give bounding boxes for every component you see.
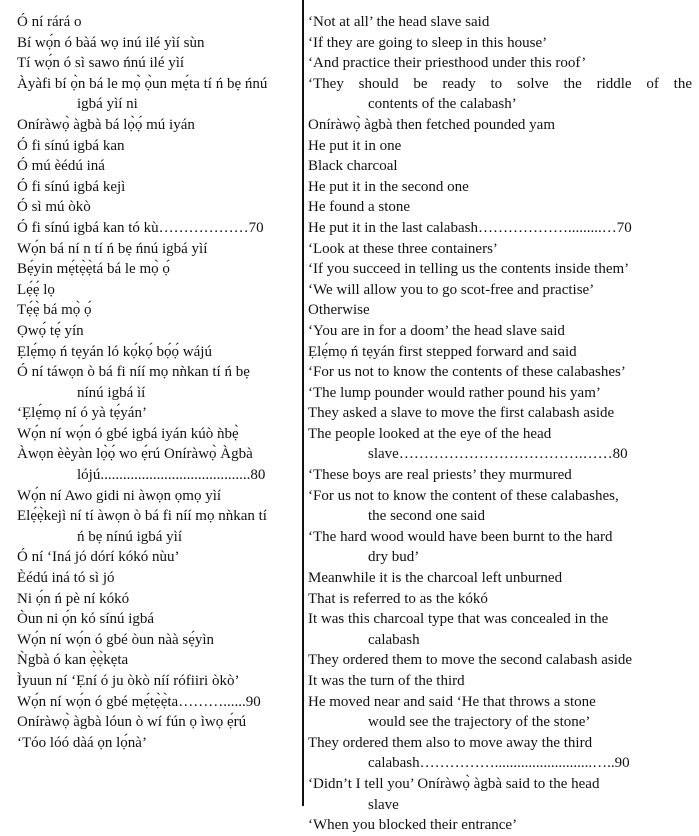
yoruba-verse-line: Ó ní rárá o <box>17 14 82 30</box>
english-verse-line: slave……………………………….……80 <box>368 446 628 463</box>
english-verse-line: calabash……………..........................…..90 <box>368 755 630 772</box>
yoruba-verse-line: Ó mú èédú iná <box>17 158 105 175</box>
yoruba-verse-line: Wọ́n bá ní n tí ń bẹ ńnú igbá yìí <box>17 240 208 257</box>
english-verse-line: He put it in the last calabash……………….........…70 <box>308 219 632 236</box>
english-verse-line: calabash <box>368 631 420 648</box>
english-verse-line: ‘And practice their priesthood under this roof’ <box>308 55 587 72</box>
english-verse-line: They asked a slave to move the first calabash aside <box>308 405 615 422</box>
yoruba-verse-line: Ó fi sínú igbá kan tó kù………………70 <box>17 219 264 236</box>
yoruba-verse-line: Àyàfi bí ọ̀n bá le mọ̀ ọ̀un mẹ́ta tí ń bẹ ńnú <box>17 75 268 92</box>
english-verse-line: Black charcoal <box>308 158 398 175</box>
yoruba-verse-line: Elẹ́ẹ̀kejì ní tí àwọn ò bá fi níí mọ nǹkan tí <box>17 508 267 525</box>
english-verse-line: ‘When you blocked their entrance’ <box>308 817 518 834</box>
column-divider <box>302 0 304 806</box>
english-verse-line: He moved near and said ‘He that throws a stone <box>308 693 596 710</box>
yoruba-verse-line: ń bẹ nínú igbá yìí <box>77 528 182 545</box>
english-verse-line: The people looked at the eye of the head <box>308 425 552 442</box>
english-verse-line: ‘For us not to know the content of these calabashes, <box>308 487 619 504</box>
english-verse-line: ‘These boys are real priests’ they murmured <box>308 467 572 484</box>
yoruba-verse-line: Tí wọ́n ó sì sawo ńnú ilé yìí <box>17 55 185 72</box>
yoruba-verse-line: Ìyuun ní ‘Ẹní ó ju òkò níí rófiiri òkò’ <box>17 673 240 689</box>
yoruba-verse-line: Ó fi sínú igbá kejì <box>17 178 126 195</box>
english-verse-line: contents of the calabash’ <box>368 96 517 113</box>
english-verse-line: the second one said <box>368 508 486 525</box>
yoruba-verse-line: Ǹgbà ó kan ẹ̀ẹ̀kẹta <box>17 652 129 669</box>
yoruba-verse-line: igbá yìí ni <box>77 96 138 113</box>
english-verse-line: That is referred to as the kókó <box>308 590 488 607</box>
english-verse-line: ‘The hard wood would have been burnt to the hard <box>308 528 613 545</box>
english-verse-line: ‘Not at all’ the head slave said <box>308 14 490 30</box>
english-verse-line: dry bud’ <box>368 549 420 566</box>
yoruba-verse-line: Wọ́n ní wọ́n ó gbé òun nàà sẹ́yìn <box>17 631 215 648</box>
yoruba-verse-line: ‘Tóo lóó dàá ọn lọ́nà’ <box>17 734 147 751</box>
english-verse-line: Otherwise <box>308 302 370 319</box>
yoruba-verse-line: Wọ́n ní wọ́n ó gbé igbá iyán kúò ǹbẹ̀ <box>17 425 239 442</box>
yoruba-verse-line: ‘Ẹlẹ́mọ ní ó yà tẹ́yán’ <box>17 405 147 422</box>
english-verse-line: They ordered them to move the second calabash aside <box>308 652 633 669</box>
yoruba-text-column <box>17 12 295 753</box>
english-verse-line: would see the trajectory of the stone’ <box>368 714 591 731</box>
yoruba-verse-line: lójú........................................80 <box>77 467 266 484</box>
english-verse-line: ‘Didn’t I tell you’ Oníràwọ̀ àgbà said to the head <box>308 775 600 792</box>
english-verse-line: slave <box>368 796 399 813</box>
yoruba-verse-line: Ọwọ́ tẹ́ yín <box>17 322 84 339</box>
english-verse-line: ‘Look at these three containers’ <box>308 240 498 257</box>
english-verse-line: They ordered them also to move away the third <box>308 734 593 751</box>
english-verse-line: It was this charcoal type that was concealed in the <box>308 611 609 628</box>
yoruba-verse-line: Àwọn èèyàn lọ̀ọ́ wo ẹ́rú Oníràwọ̀ Àgbà <box>17 446 253 463</box>
english-verse-line: ‘The lump pounder would rather pound his yam’ <box>308 384 601 401</box>
yoruba-verse-line: Ó fi sínú igbá kan <box>17 137 125 154</box>
yoruba-verse-line: Èédú iná tó sì jó <box>17 570 115 587</box>
yoruba-verse-line: Ó ní táwọn ò bá fi níí mọ nǹkan tí ń bẹ <box>17 364 250 381</box>
english-verse-line: ‘You are in for a doom’ the head slave said <box>308 322 565 339</box>
yoruba-verse-line: Ó ní ‘Iná jó dórí kókó nùu’ <box>17 549 180 566</box>
english-verse-line: Ẹlẹ́mọ ń tẹyán first stepped forward and said <box>308 343 577 360</box>
english-verse-line: He found a stone <box>308 199 411 216</box>
yoruba-verse-line: Tẹ́ẹ̀ bá mọ̀ ọ́ <box>17 302 92 319</box>
yoruba-verse-line: Ni ọ́n ń pè ní kókó <box>17 590 130 607</box>
english-verse-line: He put it in the second one <box>308 178 469 195</box>
yoruba-verse-line: Ẹlẹ́mọ ń tẹyán ló kọ́kọ́ bọ́ọ́ wájú <box>17 343 212 360</box>
yoruba-verse-line: Ó sì mú òkò <box>17 199 91 216</box>
english-verse-line: It was the turn of the third <box>308 673 465 689</box>
yoruba-verse-line: Lẹ́ẹ́ lọ <box>17 281 55 298</box>
english-verse-line: ‘They should be ready to solve the riddle of the <box>308 75 692 92</box>
yoruba-verse-line: Òun ni ọ́n kó sínú igbá <box>17 611 155 628</box>
english-verse-line: Oníràwọ̀ àgbà then fetched pounded yam <box>308 116 555 133</box>
english-verse-line: ‘If you succeed in telling us the contents inside them’ <box>308 261 630 278</box>
english-verse-line: ‘If they are going to sleep in this house’ <box>308 34 548 51</box>
english-verse-line: He put it in one <box>308 137 402 154</box>
yoruba-verse-line: Oníràwọ̀ àgbà bá lọ̀ọ́ mú iyán <box>17 116 195 133</box>
english-verse-line: Meanwhile it is the charcoal left unburned <box>308 570 563 587</box>
yoruba-verse-line: Bẹ́yin mẹ́tẹ̀ẹ̀tá bá le mọ̀ ọ́ <box>17 261 170 278</box>
english-translation-column <box>308 12 692 836</box>
english-verse-line: ‘For us not to know the contents of these calabashes’ <box>308 364 626 381</box>
yoruba-verse-line: Oníràwọ̀ àgbà lóun ò wí fún ọ ìwọ ẹ́rú <box>17 714 247 731</box>
yoruba-verse-line: Bí wọ́n ó bàá wọ inú ilé yìí sùn <box>17 34 205 51</box>
english-verse-line: ‘We will allow you to go scot-free and practise’ <box>308 281 595 298</box>
yoruba-verse-line: nínú igbá ìí <box>77 384 146 401</box>
yoruba-verse-line: Wọ́n ní wọ́n ó gbé mẹ́tẹ̀ẹ̀ta………......90 <box>17 693 261 710</box>
yoruba-verse-line: Wọ́n ní Awo gidi ni àwọn ọmọ yìí <box>17 487 222 504</box>
